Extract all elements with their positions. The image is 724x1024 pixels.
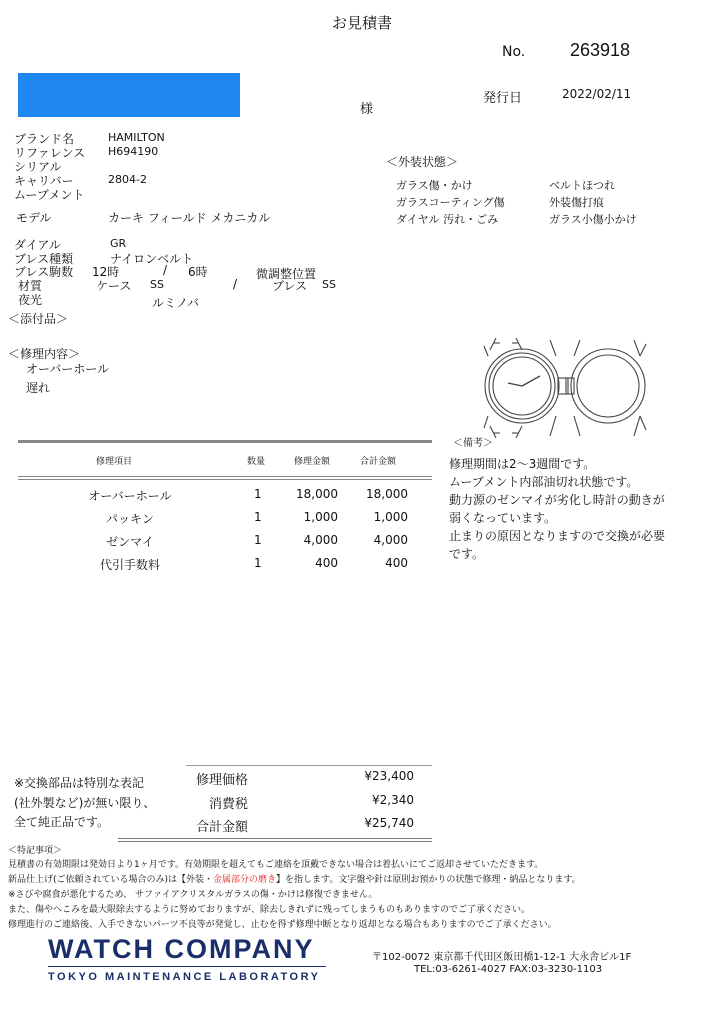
spec-value: 2804-2: [108, 173, 147, 186]
company-tel: TEL:03-6261-4027 FAX:03-3230-1103: [414, 964, 603, 975]
special-line: 新品仕上げ(ご依頼されている場合のみ)は【外装・金属部分の磨き】を指します。文字盤や針は原則お預かりの状態で修理・納品となります。: [8, 875, 581, 885]
notes-line: 弱くなっています。: [449, 511, 557, 525]
notes-label: ＜備考＞: [453, 438, 493, 449]
spec-label: モデル: [16, 211, 52, 225]
exterior-item: ガラス傷・かけ: [396, 179, 473, 192]
repair-item: オーバーホール: [26, 362, 110, 376]
exterior-item: ガラスコーティング傷: [396, 196, 505, 209]
table-header: 修理項目: [96, 457, 133, 467]
honorific: 様: [360, 102, 374, 117]
table-header: 数量: [247, 457, 266, 467]
company-address: 〒102-0072 東京都千代田区飯田橋1-12-1 大永舎ビル1F: [372, 952, 632, 963]
spec-value: GR: [110, 237, 127, 250]
special-line: 見積書の有効期限は発効日より1ヶ月です。有効期限を超えてもご連絡を頂戴できない場合は着払いにてご返却させていただきます。: [8, 860, 544, 870]
table-cell: オーバーホール: [88, 489, 172, 503]
case-value: SS: [150, 278, 164, 291]
case-label: ケース: [96, 279, 132, 293]
table-cell: 400: [385, 556, 408, 570]
spec-value: HAMILTON: [108, 131, 165, 144]
total-label: 消費税: [209, 797, 249, 812]
table-cell: 18,000: [296, 487, 338, 501]
issue-date-value: 2022/02/11: [562, 87, 632, 101]
material-label: 材質: [18, 279, 43, 293]
company-logo: WATCH COMPANY: [48, 934, 315, 964]
special-line: また、傷やへこみを最大限除去するように努めておりますが、除去しきれずに残ってしまうものもありますのでご了承ください。: [8, 905, 531, 915]
totals-bottom-rule: [118, 838, 432, 839]
koma-label: ブレス駒数: [14, 265, 74, 279]
attachments-label: ＜添付品＞: [8, 312, 69, 326]
table-cell: 1,000: [303, 510, 338, 524]
koma-slash: /: [163, 263, 168, 277]
repair-item: 遅れ: [26, 381, 51, 395]
special-line: 修理進行のご連絡後、入手できないパーツ不良等が発覚し、止むを得ず修理中断となり返却となる場合もありますのでご了承ください。: [8, 920, 557, 930]
bracelet-label: ブレス: [272, 279, 308, 293]
totals-bottom-rule: [118, 841, 432, 842]
material-slash: /: [233, 277, 238, 291]
table-header: 合計金額: [360, 457, 397, 467]
watch-diagram: [470, 338, 670, 438]
special-highlight: 金属部分の磨き: [213, 875, 277, 885]
spec-label: ダイアル: [14, 238, 61, 252]
spec-value: ナイロンベルト: [110, 252, 194, 266]
notes-line: です。: [449, 547, 485, 561]
table-cell: 400: [315, 556, 338, 570]
genuine-note: (社外製など)が無い限り、: [14, 796, 156, 810]
totals-top-rule: [186, 765, 432, 766]
notes-line: 修理期間は2～3週間です。: [449, 457, 596, 471]
exterior-item: 外装傷打痕: [549, 196, 604, 209]
logo-rule: [48, 966, 326, 967]
table-cell: パッキン: [106, 512, 154, 526]
estimate-no-label: No.: [502, 44, 526, 60]
spec-label: ブレス種類: [14, 252, 74, 266]
table-cell: 18,000: [366, 487, 408, 501]
special-line: ※さびや腐食が悪化するため、 サファイアクリスタルガラスの傷・かけは修復できません。: [8, 890, 378, 900]
company-subtitle: TOKYO MAINTENANCE LABORATORY: [48, 971, 321, 983]
exterior-label: ＜外装状態＞: [386, 155, 459, 169]
table-cell: 1: [254, 487, 262, 501]
table-header: 修理金額: [294, 457, 331, 467]
exterior-item: ダイヤル 汚れ・ごみ: [396, 213, 499, 226]
special-label: ＜特記事項＞: [8, 846, 63, 856]
total-value: ¥2,340: [372, 793, 414, 807]
customer-name-redaction: [18, 73, 240, 117]
spec-label: キャリバー: [14, 174, 74, 188]
estimate-no-value: 263918: [570, 40, 631, 60]
genuine-note: ※交換部品は特別な表記: [14, 776, 145, 790]
luminous-label: 夜光: [18, 293, 43, 307]
koma-12: 12時: [92, 265, 120, 279]
exterior-item: ベルトほつれ: [549, 179, 615, 192]
spec-label: ブランド名: [14, 132, 75, 146]
spec-label: リファレンス: [14, 146, 86, 160]
spec-label: シリアル: [14, 160, 62, 174]
table-header-rule: [18, 476, 432, 477]
genuine-note: 全て純正品です。: [14, 815, 110, 829]
table-cell: ゼンマイ: [106, 535, 154, 549]
total-label: 修理価格: [196, 773, 249, 788]
table-cell: 1: [254, 533, 262, 547]
table-cell: 1: [254, 510, 262, 524]
table-cell: 代引手数料: [99, 558, 160, 572]
table-top-rule: [18, 440, 432, 443]
total-value: ¥25,740: [364, 816, 414, 830]
total-value: ¥23,400: [364, 769, 414, 783]
fine-adjust-label: 微調整位置: [256, 267, 317, 281]
notes-line: 止まりの原因となりますので交換が必要: [449, 529, 666, 543]
spec-label: ムーブメント: [14, 188, 85, 202]
notes-line: 動力源のゼンマイが劣化し時計の動きが: [449, 493, 665, 507]
total-label: 合計金額: [196, 820, 249, 835]
exterior-item: ガラス小傷小かけ: [549, 213, 637, 226]
table-cell: 1,000: [373, 510, 408, 524]
issue-date-label: 発行日: [483, 91, 523, 106]
koma-6: 6時: [188, 265, 208, 279]
table-header-rule: [18, 479, 432, 480]
bracelet-value: SS: [322, 278, 336, 291]
notes-line: ムーブメント内部油切れ状態です。: [449, 475, 639, 489]
table-cell: 4,000: [373, 533, 408, 547]
table-cell: 4,000: [303, 533, 338, 547]
spec-value: カーキ フィールド メカニカル: [108, 211, 271, 225]
table-cell: 1: [254, 556, 262, 570]
luminous-value: ルミノバ: [152, 296, 200, 310]
spec-value: H694190: [108, 145, 159, 158]
document-title: お見積書: [331, 14, 392, 32]
repair-content-label: ＜修理内容＞: [8, 347, 81, 361]
